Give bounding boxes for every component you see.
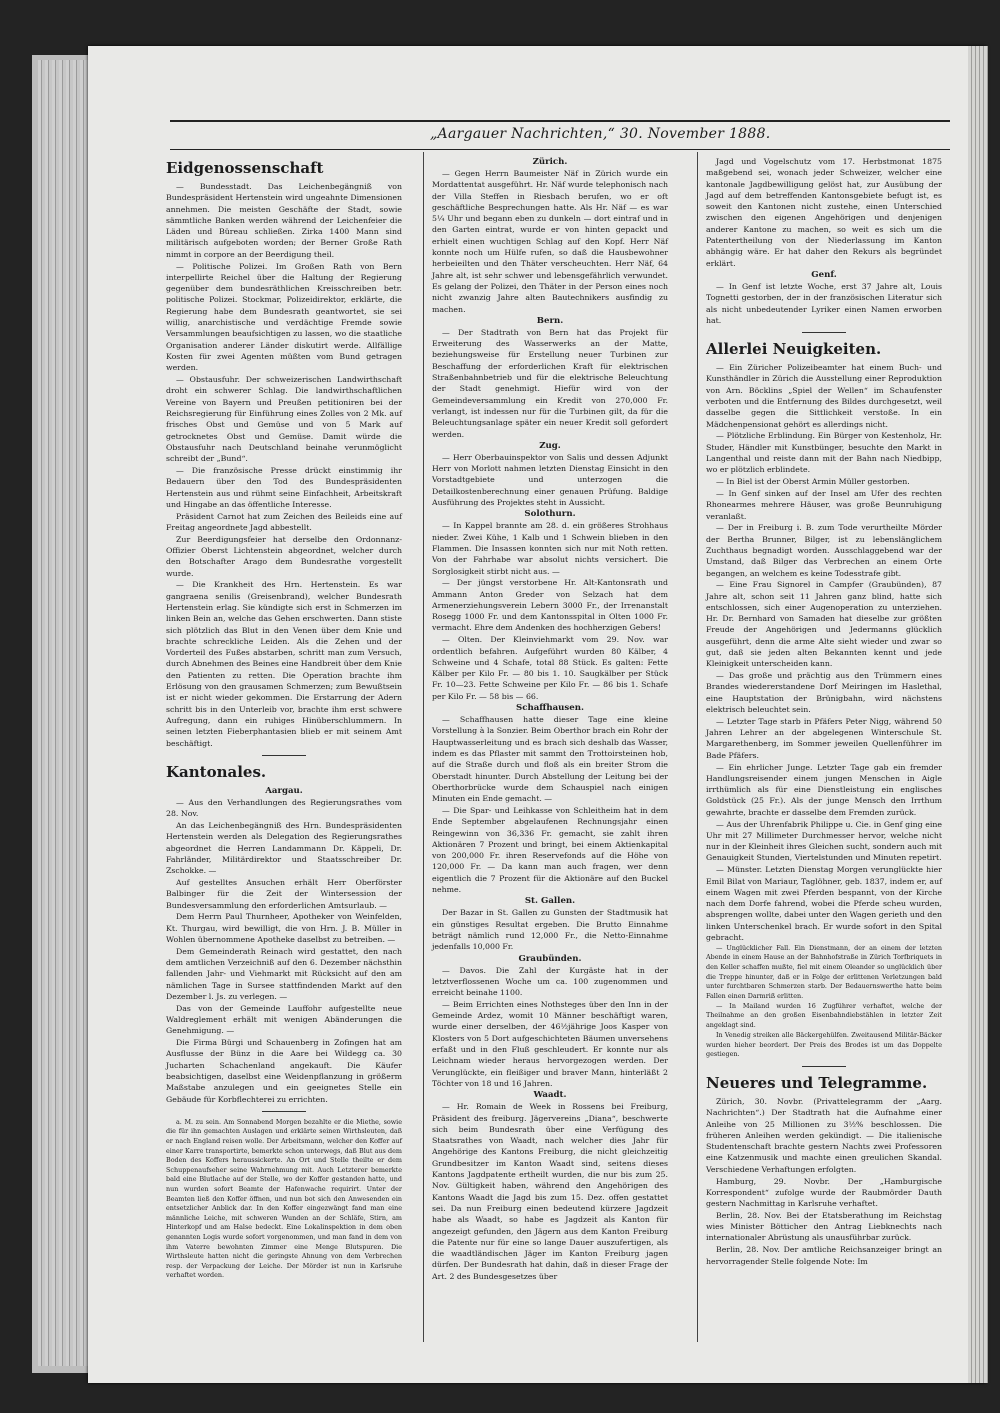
article-paragraph: Auf gestelltes Ansuchen erhält Herr Oberförster Balbinger für die Zeit der Wintersession der Bundesversammlung den erforderlichen Amtsurlaub. — — [166, 877, 402, 910]
article-paragraph: — Der Stadtrath von Bern hat das Projekt für Erweiterung des Wasserwerks an der Matte, beziehungsweise für Erstellung neuer Turbinen zur Beschaffung der erforderlichen Kraft für elektrischen Straßenbahnbetrieb und für die elektrische Beleuchtung der Stadt genehmigt. Hiefür wird von der Gemeindeversammlung ein Kredit von 270,000 Fr. verlangt, ist indessen nur für die Turbinen gilt, da für die Beleuchtungsanlage später ein neuer Kredit soll gefordert werden. — [432, 327, 668, 439]
section-title: Eidgenossenschaft — [166, 159, 324, 177]
article-paragraph: — Herr Oberbauinspektor von Salis und dessen Adjunkt Herr von Morlott nahmen letzten Dienstag Einsicht in den Vorstadtgebiete und unterzogen die Detailkostenberechnung einer genauen Prüfung. Baldige Ausführung des Projektes steht in Aussicht. — [432, 452, 668, 508]
section-separator — [802, 332, 846, 333]
small-print-paragraph: — Unglücklicher Fall. Ein Dienstmann, der an einem der letzten Abende in einem Hause an der Bahnhofstraße in Zürich Torfbriquets in den Keller schaffen mußte, fiel mit einem Oleander so unglücklich über die Treppe hinunter, daß er in Folge der erlittenen Verletzungen bald unter furchtbaren Schmerzen starb. Der Bedauernswerthe hatte beim Fallen einen Darmriß erlitten. — [706, 943, 942, 1000]
article-paragraph: — Der in Freiburg i. B. zum Tode verurtheilte Mörder der Bertha Brunner, Bilger, ist zu lebenslänglichem Zuchthaus begnadigt worden. Ausschlaggebend war der Umstand, daß Bilger das Verbrechen an einem Orte begangen, an welchem es keine Todesstrafe gibt. — [706, 523, 942, 578]
article-paragraph: — Die Krankheit des Hrn. Hertenstein. Es war gangraena senilis (Greisenbrand), welcher Bundesrath Hertenstein erlag. Sie kündigte sich erst in Schmerzen im linken Bein an, welche das Gehen erschwerten. Dann stiste sich plötzlich das Blut in den Venen über dem Knie und brachte schreckliche Leiden. Als die Zehen und der Vorderteil des Fußes abstarben, schritt man zum Versuch, durch Abnehmen des Beines eine Handbreit über dem Knie den Patienten zu retten. Die Operation brachte ihm Erlösung von den grausamen Schmerzen; zum Bewußtsein ist er nicht wieder gekommen. Die Erstarrung der Adern schritt bis in den Unterleib vor, brachte ihm erst schwere Aufregung, dann ein ruhiges Hinüberschlummern. In seinen letzten Fieberphantasien blieb er mit seinem Amt beschäftigt. — [166, 580, 402, 748]
article-paragraph: — Eine Frau Signorel in Campfer (Graubünden), 87 Jahre alt, schon seit 11 Jahren ganz blind, hatte sich entschlossen, sich einer Augenoperation zu unterziehen. Hr. Dr. Bernhard von Samaden hat dieselbe zur größten Freude der Angehörigen und Jedermanns glücklich ausgeführt, denn die arme Alte sieht wieder und zwar so gut, daß sie jeden alten Bekannten kennt und jede Kleinigkeit unterscheiden kann. — [706, 580, 942, 669]
page-stack-lines — [38, 60, 94, 1366]
article-paragraph: — Letzter Tage starb in Pfäfers Peter Nigg, während 50 Jahren Lehrer an der abgelegenen Winterschule St. Margarethenberg, im Sommer jeweilen Quellenführer im Bade Pfäfers. — [706, 716, 942, 760]
article-paragraph: Das von der Gemeinde Lauffohr aufgestellte neue Waldreglement erhält mit wenigen Abänderungen die Genehmigung. — — [166, 1003, 402, 1036]
column-divider-1 — [423, 152, 424, 1342]
header-rule-bottom — [170, 149, 950, 150]
article-paragraph: — Ein ehrlicher Junge. Letzter Tage gab ein fremder Handlungsreisender einem jungen Menschen in Aigle irrthümlich als für eine Dienstleistung ein englisches Goldstück (25 Fr.). Als der junge Mensch den Irrthum gewahrte, brachte er dasselbe dem Fremden zurück. — [706, 762, 942, 817]
article-paragraph: — In Genf ist letzte Woche, erst 37 Jahre alt, Louis Tognetti gestorben, der in der französischen Literatur sich als nicht unbedeutender Lyriker einen Namen erworben hat. — [706, 281, 942, 325]
article-paragraph: — Die französische Presse drückt einstimmig ihr Bedauern über den Tod des Bundespräsidenten Hertenstein aus und rühmt seine Einfachheit, Arbeitskraft und Hingabe an das öffentliche Interesse. — [166, 465, 402, 509]
column-divider-2 — [697, 152, 698, 1342]
article-paragraph: — Die Spar- und Leihkasse von Schleitheim hat in dem Ende September abgelaufenen Rechnungsjahr einen Reingewinn von 36,336 Fr. gemacht, sie zahlt ihren Aktionären 7 Prozent und bringt, bei einem Aktienkapital von 200,000 Fr. ihren Reservefonds auf die Höhe von 120,000 Fr. — Da kann man auch fragen, wer denn eigentlich die 7 Prozent für die Aktionäre auf den Buckel nehme. — [432, 805, 668, 895]
header-title: „Aargauer Nachrichten,“ 30. November 1888. — [430, 126, 771, 142]
region-heading: Genf. — [811, 269, 837, 280]
region-heading: Schaffhausen. — [516, 703, 584, 714]
article-paragraph: — Davos. Die Zahl der Kurgäste hat in der letztverflossenen Woche um ca. 100 zugenommen und erreicht beinahe 1100. — [432, 965, 668, 998]
article-paragraph: Die Firma Bürgi und Schauenberg in Zofingen hat am Ausflusse der Bünz in die Aare bei Wildegg ca. 30 Jucharten Schachenland angekauft. Die Käufer beabsichtigen, daselbst eine Weidenpflanzung in größerm Maßstabe anzulegen und ein geeignetes Stelle ein Gebäude für Korbflechterei zu errichten. — [166, 1038, 402, 1104]
article-paragraph: Der Bazar in St. Gallen zu Gunsten der Stadtmusik hat ein günstiges Resultat ergeben. Die Brutto Einnahme beträgt nämlich rund 12,000 Fr., die Netto-Einnahme jedenfalls 10,000 Fr. — [432, 908, 668, 952]
article-paragraph: Jagd und Vogelschutz vom 17. Herbstmonat 1875 maßgebend sei, wonach jeder Schweizer, welcher eine kantonale Jagdbewilligung gelöst hat, zur Ausübung der Jagd auf dem betreffenden Kantonsgebiete befugt ist, es soweit den Kantonen nicht zustehe, einen Unterschied zwischen den eigenen Angehörigen und denjenigen anderer Kantone zu machen, so weit es sich um die Patentertheilung von der Niederlassung im Kanton abhängig wäre. Er hat daher den Rekurs als begründet erklärt. — [706, 157, 942, 268]
article-paragraph: Dem Gemeinderath Reinach wird gestattet, den nach dem amtlichen Verzeichniß auf den 6. Dezember nächsthin fallenden Jahr- und Viehmarkt mit Rücksicht auf den am nämlichen Tage in Sursee stattfindenden Markt auf den Dezember l. Js. zu verlegen. — — [166, 946, 402, 1001]
small-print-paragraph: In Venedig streiken alle Bäckergehülfen. Zweitausend Militär-Bäcker wurden hieher beordert. Der Preis des Brodes ist um das Doppelte gestiegen. — [706, 1031, 942, 1059]
article-paragraph: Zürich, 30. Novbr. (Privattelegramm der „Aarg. Nachrichten“.) Der Stadtrath hat die Aufnahme einer Anleihe von 25 Millionen zu 3½% beschlossen. Die früheren Anleihen werden gekündigt. — Die italienische Studentenschaft brachte gestern Nachts zwei Professoren eine Katzenmusik und machte einen greulichen Skandal. Verschiedene Verhaftungen erfolgten. — [706, 1096, 942, 1174]
article-paragraph: — Politische Polizei. Im Großen Rath von Bern interpellirte Reichel über die Haltung der Regierung gegenüber dem bundesräthlichen Kreisschreiben betr. politische Polizei. Stockmar, Polizeidirektor, erklärte, die Regierung habe dem Bundesrath geantwortet, sie sei willig, anarchistische und verdächtige Fremde sowie Versammlungen beaufsichtigen zu lassen, wo die staatliche Organisation anderer Länder diskutirt werde. Allfällige Kosten für zwei Agenten müßten vom Bund getragen werden. — [166, 261, 402, 373]
section-separator — [262, 755, 306, 756]
article-paragraph: — Aus der Uhrenfabrik Philippe u. Cie. in Genf ging eine Uhr mit 27 Millimeter Durchmesser hervor, welche nicht nur in der Kleinheit ihres Gleichen sucht, sondern auch mit Genauigkeit Stunden, Viertelstunden und Minuten repetirt. — [706, 819, 942, 863]
section-separator — [802, 1066, 846, 1067]
section-title: Allerlei Neuigkeiten. — [706, 340, 882, 359]
article-paragraph: Hamburg, 29. Novbr. Der „Hamburgische Korrespondent“ zufolge wurde der Raubmörder Dauth gestern Nachmittag in Karlsruhe verhaftet. — [706, 1176, 942, 1209]
article-paragraph: — Das große und prächtig aus den Trümmern eines Brandes wiedererstandene Dorf Meiringen im Haslethal, eine Hauptstation der Brünigbahn, wird nächstens elektrisch beleuchtet sein. — [706, 671, 942, 715]
region-heading: Graubünden. — [518, 953, 582, 964]
article-paragraph: — Aus den Verhandlungen des Regierungsrathes vom 28. Nov. — [166, 797, 402, 819]
article-paragraph: — Der jüngst verstorbene Hr. Alt-Kantonsrath und Ammann Anton Greder von Selzach hat dem Armenerziehungsverein Lebern 3000 Fr., der Irrenanstalt Rosegg 1000 Fr. und dem Kantonsspital in Olten 1000 Fr. vermacht. Ehre dem Andenken des hochherzigen Gebers! — [432, 578, 668, 633]
article-paragraph: Dem Herrn Paul Thurnheer, Apotheker von Weinfelden, Kt. Thurgau, wird bewilligt, die von Hrn. J. B. Müller in Wohlen übernommene Apotheke daselbst zu betreiben. — — [166, 912, 402, 944]
article-paragraph: — Gegen Herrn Baumeister Näf in Zürich wurde ein Mordattentat ausgeführt. Hr. Näf wurde telephonisch nach der Villa Steffen in Riesbach berufen, wo er oft geschäftliche Besprechungen hatte. Als Hr. Näf — es war 5¼ Uhr und begann eben zu dunkeln — dort eintraf und in den Garten eintrat, wurde er von hinten gepackt und erhielt einen wuchtigen Schlag auf den Kopf. Herr Näf konnte noch um Hülfe rufen, so daß die Hausbewohner herbeieilten und den Thäter verscheuchten. Herr Näf, 64 Jahre alt, ist sehr schwer und lebensgefährlich verwundet. Es gelang der Polizei, den Thäter in der Person eines noch nicht zwanzig Jahre alten Bautechnikers ausfindig zu machen. — [432, 169, 668, 314]
small-print-paragraph: a. M. zu sein. Am Sonnabend Morgen bezahlte er die Miethe, sowie die für ihn gemachten Auslagen und erklärte seinen Wirthsleuten, daß er nach England reisen wolle. Der Arbeitsmann, welcher den Koffer auf einer Karre transportirte, bemerkte schon unterwegs, daß Blut aus dem Boden des Koffers heraussickerte. An Ort und Stelle theilte er dem Schuppenaufseher seine Wahrnehmung mit. Auch Letzterer bemerkte bald eine Blutlache auf der Stelle, wo der Koffer gestanden hatte, und nun wurden sofort Beamte der Hafenwache requirirt. Unter der Beamten ließ den Koffer öffnen, und nun bot sich den Anwesenden ein entsetzlicher Anblick dar. In den Koffer eingezwängt fand man eine männliche Leiche, mit schweren Wunden an der Schläfe, Stirn, am Hinterkopf und am Halse bedeckt. Eine Lokalinspektion in dem oben genannten Logis wurde sofort vorgenommen, und man fand in dem von ihm Vaterre bewohnten Zimmer eine Menge Blutspuren. Die Wirthsleute hatten nicht die geringste Ahnung von dem Verbrechen resp. der Verpackung der Leiche. Der Mörder ist nun in Karlsruhe verhaftet worden. — [166, 1117, 402, 1280]
article-paragraph: — Ein Züricher Polizeibeamter hat einem Buch- und Kunsthändler in Zürich die Ausstellung einer Reproduktion von Arn. Böcklins „Spiel der Wellen“ im Schaufenster verboten und die Entfernung des Bildes durchgesetzt, weil dasselbe gegen die Sittlichkeit verstoße. In ein Mädchenpensionat gehört es allerdings nicht. — [706, 363, 942, 429]
article-paragraph: — Olten. Der Kleinviehmarkt vom 29. Nov. war ordentlich befahren. Aufgeführt wurden 80 Kälber, 4 Schweine und 4 Schafe, total 88 Stück. Es galten: Fette Kälber per Kilo Fr. — 80 bis 1. 10. Saugkälber per Stück Fr. 10—23. Fette Schweine per Kilo Fr. — 86 bis 1. Schafe per Kilo Fr. — 58 bis — 66. — [432, 635, 668, 701]
article-paragraph: Präsident Carnot hat zum Zeichen des Beileids eine auf Freitag angeordnete Jagd abbestellt. — [166, 511, 402, 532]
column-middle — [432, 156, 668, 1282]
page-header — [170, 126, 950, 148]
article-paragraph: Berlin, 28. Nov. Bei der Etatsberathung im Reichstag wies Minister Bötticher den Antrag Liebknechts nach internationaler Abrüstung als unausführbar zurück. — [706, 1210, 942, 1243]
region-heading: Zürich. — [532, 157, 568, 167]
article-paragraph: Berlin, 28. Nov. Der amtliche Reichsanzeiger bringt an hervorragender Stelle folgende Note: Im — [706, 1245, 942, 1266]
article-paragraph: — Hr. Romain de Week in Rossens bei Freiburg, Präsident des freiburg. Jägervereins „Diana“, beschwerte sich beim Bundesrath über eine Verfügung des Staatsrathes von Waadt, nach welcher dies Jahr für Angehörige des Kantons Freiburg, die nicht gleichzeitig Grundbesitzer im Kanton Waadt sind, seitens dieses Kantons Jagdpatente ertheilt wurden, die nur bis zum 25. Nov. Gültigkeit haben, während den Angehörigen des Kantons Waadt die Jagd bis zum 15. Dez. offen gestattet sei. Da nun Freiburg einen bedeutend kürzere Jagdzeit habe als Waadt, so habe es Jagdzeit als Kanton für angezeigt gefunden, den Jägern aus dem Kanton Freiburg die Patente nur für eine so lange Dauer auszufertigen, als die waadtländischen Jäger im Kanton Freiburg jagen dürfen. Der Bundesrath hat dahin, daß in dieser Frage der Art. 2 des Bundesgesetzes über — [432, 1102, 668, 1281]
article-paragraph: — In Genf sinken auf der Insel am Ufer des rechten Rhonearmes mehrere Häuser, was große Beunruhigung veranlaßt. — [706, 488, 942, 521]
region-heading: Solothurn. — [524, 509, 576, 520]
page-right-edge — [968, 46, 988, 1383]
region-heading: Bern. — [536, 315, 564, 326]
region-heading: Zug. — [539, 440, 561, 451]
region-heading: St. Gallen. — [524, 896, 576, 907]
header-rule-top — [170, 120, 950, 122]
small-print-paragraph: — In Mailand wurden 16 Zugführer verhaftet, welche der Theilnahme an den großen Eisenbahndiebstählen in letzter Zeit angeklagt sind. — [706, 1001, 942, 1030]
region-heading: Aargau. — [265, 785, 303, 796]
article-paragraph: — Obstausfuhr. Der schweizerischen Landwirthschaft droht ein schwerer Schlag. Die landwirthschaftlichen Vereine von Bayern und Preußen petitioniren bei der Reichsregierung für Einführung eines Zolles von 2 Mk. auf frisches Obst und Gemüse und von 5 Mark auf getrocknetes Obst und Gemüse. Damit würde die Obstausfuhr nach Deutschland beinahe verunmöglicht schreibt der „Bund“. — [166, 375, 402, 464]
article-paragraph: — Bundesstadt. Das Leichenbegängniß von Bundespräsident Hertenstein wird ungeahnte Dimensionen annehmen. Die meisten Geschäfte der Stadt, sowie sämmtliche Banken werden während der Leichenfeier die Läden und Büreau schließen. Zirka 1400 Mann sind militärisch aufgeboten worden; der Berner Große Rath nimmt in corpore an der Beerdigung theil. — [166, 182, 402, 259]
article-paragraph: — Münster. Letzten Dienstag Morgen verunglückte hier Emil Bilat von Mariaur, Taglöhner, geb. 1837, indem er, auf einem Wagen mit zwei Pferden bespannt, von der Kirche nach dem Dorfe fahrend, wobei die Pferde scheu wurden, absprengen wollte, dabei unter den Wagen gerieth und den linken Unterschenkel brach. Er wurde sofort in den Spital gebracht. — [706, 865, 942, 942]
column-right — [706, 156, 942, 1267]
section-title: Kantonales. — [166, 762, 267, 781]
article-paragraph: — Schaffhausen hatte dieser Tage eine kleine Vorstellung à la Sonzier. Beim Oberthor brach ein Rohr der Hauptwasserleitung und es brach sich deshalb das Wasser, indem es das Pflaster mit sammt den Trottoirsteinen hob, auf die Straße durch und floß als ein breiter Strom die Oberstadt hinunter. Durch Abstellung der Leitung bei der Oberthorbrücke wurde dem Schauspiel nach einigen Minuten ein Ende gemacht. — — [432, 715, 668, 804]
article-paragraph: Zur Beerdigungsfeier hat derselbe den Ordonnanz-Offizier Oberst Lichtenstein abgeordnet, welcher durch den Botschafter Arago dem Bundesrathe vorgestellt wurde. — [166, 534, 402, 578]
section-title: Neueres und Telegramme. — [706, 1073, 928, 1092]
article-paragraph: — In Kappel brannte am 28. d. ein größeres Strohhaus nieder. Zwei Kühe, 1 Kalb und 1 Schwein blieben in den Flammen. Die Insassen konnten sich nur mit Noth retten. Von der Fahrhabe war absolut nichts versichert. Die Sorglosigkeit stirbt nicht aus. — — [432, 521, 668, 576]
article-paragraph: — In Biel ist der Oberst Armin Müller gestorben. — [716, 477, 910, 487]
article-paragraph: — Beim Errichten eines Nothsteges über den Inn in der Gemeinde Ardez, womit 10 Männer beschäftigt waren, wurde einer derselben, der 46½jährige Joos Kasper von Klosters von 5 Dort aufgeschichteten Bäumen unversehens erfaßt und in den Fluß geschleudert. Er konnte nur als Leichnam wieder heraus hervorgezogen werden. Der Verunglückte, ein fleißiger und braver Mann, hinterläßt 2 Töchter von 18 und 16 Jahren. — [432, 999, 668, 1088]
article-paragraph: An das Leichenbegängniß des Hrn. Bundespräsidenten Hertenstein werden als Delegation des Regierungsrathes abgeordnet die Herren Landammann Dr. Käppeli, Dr. Fahrländer, Militärdirektor und Staatsschreiber Dr. Zschokke. — — [166, 820, 402, 876]
column-left — [166, 156, 402, 1281]
article-paragraph: — Plötzliche Erblindung. Ein Bürger von Kestenholz, Hr. Studer, Händler mit Kunstbünger, besuchte den Markt in Langenthal und reiste dann mit der Bahn nach Niedbipp, wo er plötzlich erblindete. — [706, 431, 942, 475]
region-heading: Waadt. — [533, 1090, 567, 1101]
section-separator — [262, 1111, 306, 1112]
